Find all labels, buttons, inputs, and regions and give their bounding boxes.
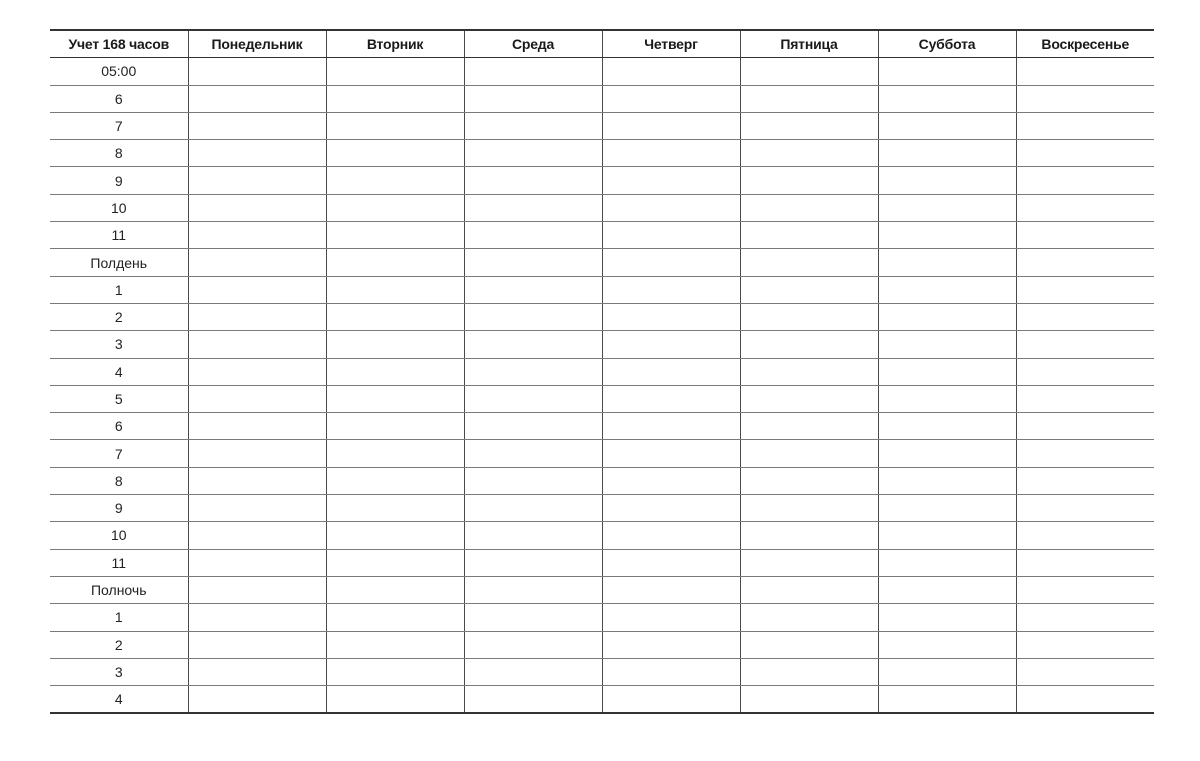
hour-slot-cell[interactable] [878, 467, 1016, 494]
hour-slot-cell[interactable] [326, 358, 464, 385]
hour-slot-cell[interactable] [740, 112, 878, 139]
hour-slot-cell[interactable] [878, 686, 1016, 714]
hour-slot-cell[interactable] [878, 440, 1016, 467]
hour-label: 9 [50, 167, 188, 194]
hour-label: 8 [50, 467, 188, 494]
hour-slot-cell[interactable] [1016, 522, 1154, 549]
hour-slot-cell[interactable] [1016, 385, 1154, 412]
hour-slot-cell[interactable] [602, 112, 740, 139]
hour-label: 4 [50, 358, 188, 385]
hour-slot-cell[interactable] [602, 440, 740, 467]
hour-slot-cell[interactable] [464, 604, 602, 631]
hour-label: 10 [50, 522, 188, 549]
table-row [50, 440, 1154, 467]
hour-label: 5 [50, 385, 188, 412]
hour-label: 6 [50, 413, 188, 440]
hour-slot-cell[interactable] [1016, 194, 1154, 221]
hour-slot-cell[interactable] [1016, 631, 1154, 658]
table-row [50, 85, 1154, 112]
hour-slot-cell[interactable] [464, 440, 602, 467]
hour-slot-cell[interactable] [1016, 358, 1154, 385]
hour-slot-cell[interactable] [602, 276, 740, 303]
hour-slot-cell[interactable] [326, 576, 464, 603]
hour-slot-cell[interactable] [740, 440, 878, 467]
hour-label: 11 [50, 549, 188, 576]
table-row [50, 467, 1154, 494]
hour-slot-cell[interactable] [326, 167, 464, 194]
table-row [50, 140, 1154, 167]
hour-slot-cell[interactable] [188, 140, 326, 167]
time-tracking-sheet [50, 29, 1154, 714]
hour-slot-cell[interactable] [1016, 686, 1154, 714]
hour-slot-cell[interactable] [464, 686, 602, 714]
hour-label: 3 [50, 331, 188, 358]
table-row [50, 686, 1154, 714]
corner-header: Учет 168 часов [50, 30, 188, 58]
table-row [50, 112, 1154, 139]
table-row [50, 167, 1154, 194]
hour-slot-cell[interactable] [602, 331, 740, 358]
hour-slot-cell[interactable] [1016, 549, 1154, 576]
hour-slot-cell[interactable] [188, 658, 326, 685]
hour-slot-cell[interactable] [188, 167, 326, 194]
hour-slot-cell[interactable] [188, 467, 326, 494]
hour-slot-cell[interactable] [464, 276, 602, 303]
table-header [50, 30, 1154, 58]
hour-slot-cell[interactable] [602, 194, 740, 221]
hour-slot-cell[interactable] [1016, 303, 1154, 330]
hour-slot-cell[interactable] [740, 631, 878, 658]
hour-slot-cell[interactable] [464, 303, 602, 330]
hour-slot-cell[interactable] [878, 385, 1016, 412]
hour-label: Полночь [50, 576, 188, 603]
table-row [50, 276, 1154, 303]
hour-slot-cell[interactable] [602, 604, 740, 631]
hour-slot-cell[interactable] [602, 85, 740, 112]
hour-slot-cell[interactable] [740, 167, 878, 194]
hour-slot-cell[interactable] [602, 549, 740, 576]
hour-label: 2 [50, 303, 188, 330]
hour-slot-cell[interactable] [878, 140, 1016, 167]
hour-slot-cell[interactable] [602, 495, 740, 522]
hour-slot-cell[interactable] [602, 222, 740, 249]
hour-slot-cell[interactable] [326, 222, 464, 249]
hour-slot-cell[interactable] [188, 631, 326, 658]
table-row [50, 249, 1154, 276]
hour-slot-cell[interactable] [878, 222, 1016, 249]
hour-slot-cell[interactable] [464, 167, 602, 194]
hour-slot-cell[interactable] [1016, 167, 1154, 194]
hour-slot-cell[interactable] [188, 58, 326, 85]
hour-slot-cell[interactable] [1016, 58, 1154, 85]
hour-slot-cell[interactable] [326, 140, 464, 167]
hour-slot-cell[interactable] [188, 249, 326, 276]
table-row [50, 522, 1154, 549]
hour-slot-cell[interactable] [878, 631, 1016, 658]
hour-slot-cell[interactable] [740, 686, 878, 714]
hour-slot-cell[interactable] [464, 385, 602, 412]
hour-label: 9 [50, 495, 188, 522]
table-row [50, 58, 1154, 85]
day-header: Четверг [602, 30, 740, 58]
hour-slot-cell[interactable] [188, 85, 326, 112]
hour-slot-cell[interactable] [740, 276, 878, 303]
hour-slot-cell[interactable] [602, 358, 740, 385]
hour-slot-cell[interactable] [740, 658, 878, 685]
hour-label: 2 [50, 631, 188, 658]
hour-slot-cell[interactable] [1016, 249, 1154, 276]
hour-slot-cell[interactable] [602, 467, 740, 494]
table-row [50, 194, 1154, 221]
hour-slot-cell[interactable] [878, 303, 1016, 330]
hour-slot-cell[interactable] [188, 549, 326, 576]
hour-slot-cell[interactable] [740, 358, 878, 385]
hour-label: 10 [50, 194, 188, 221]
hour-slot-cell[interactable] [464, 631, 602, 658]
hour-slot-cell[interactable] [1016, 331, 1154, 358]
hour-slot-cell[interactable] [326, 631, 464, 658]
hour-slot-cell[interactable] [602, 58, 740, 85]
hour-slot-cell[interactable] [326, 303, 464, 330]
hour-slot-cell[interactable] [188, 358, 326, 385]
hour-slot-cell[interactable] [740, 140, 878, 167]
hour-slot-cell[interactable] [740, 495, 878, 522]
hour-label: 3 [50, 658, 188, 685]
hour-slot-cell[interactable] [878, 194, 1016, 221]
hour-slot-cell[interactable] [602, 522, 740, 549]
hour-slot-cell[interactable] [464, 413, 602, 440]
hour-slot-cell[interactable] [740, 85, 878, 112]
table-row [50, 358, 1154, 385]
hour-slot-cell[interactable] [464, 140, 602, 167]
hour-slot-cell[interactable] [464, 658, 602, 685]
hour-slot-cell[interactable] [326, 194, 464, 221]
hour-slot-cell[interactable] [188, 303, 326, 330]
hour-slot-cell[interactable] [188, 604, 326, 631]
hour-slot-cell[interactable] [878, 358, 1016, 385]
hour-slot-cell[interactable] [740, 385, 878, 412]
hour-slot-cell[interactable] [740, 194, 878, 221]
hour-slot-cell[interactable] [326, 385, 464, 412]
hour-slot-cell[interactable] [188, 522, 326, 549]
hour-slot-cell[interactable] [602, 658, 740, 685]
hour-label: 1 [50, 604, 188, 631]
hour-slot-cell[interactable] [188, 385, 326, 412]
table-row [50, 549, 1154, 576]
hour-slot-cell[interactable] [878, 249, 1016, 276]
hour-slot-cell[interactable] [740, 549, 878, 576]
table-row [50, 658, 1154, 685]
table-body [50, 58, 1154, 714]
hour-label: 7 [50, 440, 188, 467]
hour-slot-cell[interactable] [602, 576, 740, 603]
hour-slot-cell[interactable] [188, 413, 326, 440]
table-row [50, 413, 1154, 440]
hour-slot-cell[interactable] [1016, 576, 1154, 603]
hour-slot-cell[interactable] [878, 276, 1016, 303]
hour-slot-cell[interactable] [464, 549, 602, 576]
hour-label: Полдень [50, 249, 188, 276]
hour-slot-cell[interactable] [878, 58, 1016, 85]
table-row [50, 631, 1154, 658]
hour-slot-cell[interactable] [326, 658, 464, 685]
hour-slot-cell[interactable] [740, 58, 878, 85]
hour-slot-cell[interactable] [464, 576, 602, 603]
hour-slot-cell[interactable] [326, 495, 464, 522]
hour-slot-cell[interactable] [1016, 604, 1154, 631]
hour-slot-cell[interactable] [326, 686, 464, 714]
hour-slot-cell[interactable] [326, 413, 464, 440]
hour-slot-cell[interactable] [602, 249, 740, 276]
hour-label: 1 [50, 276, 188, 303]
hour-slot-cell[interactable] [188, 222, 326, 249]
hour-slot-cell[interactable] [740, 413, 878, 440]
hour-slot-cell[interactable] [1016, 85, 1154, 112]
hour-slot-cell[interactable] [188, 112, 326, 139]
hour-slot-cell[interactable] [326, 604, 464, 631]
hour-slot-cell[interactable] [464, 522, 602, 549]
hour-slot-cell[interactable] [1016, 222, 1154, 249]
hour-slot-cell[interactable] [878, 112, 1016, 139]
hour-slot-cell[interactable] [326, 58, 464, 85]
hour-slot-cell[interactable] [878, 604, 1016, 631]
hour-slot-cell[interactable] [1016, 440, 1154, 467]
hour-slot-cell[interactable] [326, 549, 464, 576]
day-header: Воскресенье [1016, 30, 1154, 58]
hour-slot-cell[interactable] [188, 331, 326, 358]
table-row [50, 331, 1154, 358]
hour-slot-cell[interactable] [464, 58, 602, 85]
hour-label: 11 [50, 222, 188, 249]
day-header: Пятница [740, 30, 878, 58]
table-row [50, 604, 1154, 631]
hour-slot-cell[interactable] [740, 303, 878, 330]
hour-slot-cell[interactable] [1016, 140, 1154, 167]
hour-slot-cell[interactable] [878, 658, 1016, 685]
hour-slot-cell[interactable] [464, 194, 602, 221]
header-row [50, 30, 1154, 58]
hour-slot-cell[interactable] [878, 549, 1016, 576]
hour-slot-cell[interactable] [740, 249, 878, 276]
hour-slot-cell[interactable] [740, 331, 878, 358]
hour-slot-cell[interactable] [740, 522, 878, 549]
hour-slot-cell[interactable] [326, 112, 464, 139]
hour-slot-cell[interactable] [464, 249, 602, 276]
hour-slot-cell[interactable] [740, 467, 878, 494]
hour-label: 8 [50, 140, 188, 167]
hour-slot-cell[interactable] [602, 686, 740, 714]
hour-slot-cell[interactable] [878, 85, 1016, 112]
hour-slot-cell[interactable] [602, 167, 740, 194]
hour-label: 7 [50, 112, 188, 139]
hour-slot-cell[interactable] [464, 112, 602, 139]
hour-slot-cell[interactable] [326, 467, 464, 494]
table-row [50, 576, 1154, 603]
hour-slot-cell[interactable] [188, 686, 326, 714]
hour-slot-cell[interactable] [464, 331, 602, 358]
table-row [50, 495, 1154, 522]
hour-slot-cell[interactable] [464, 85, 602, 112]
table-row [50, 222, 1154, 249]
day-header: Понедельник [188, 30, 326, 58]
hour-slot-cell[interactable] [188, 194, 326, 221]
day-header: Суббота [878, 30, 1016, 58]
hour-label: 4 [50, 686, 188, 714]
table-row [50, 385, 1154, 412]
hour-slot-cell[interactable] [188, 276, 326, 303]
hour-slot-cell[interactable] [602, 631, 740, 658]
hour-slot-cell[interactable] [878, 413, 1016, 440]
hour-slot-cell[interactable] [878, 495, 1016, 522]
hour-slot-cell[interactable] [602, 385, 740, 412]
hour-slot-cell[interactable] [602, 413, 740, 440]
hour-slot-cell[interactable] [326, 85, 464, 112]
hour-slot-cell[interactable] [1016, 495, 1154, 522]
day-header: Вторник [326, 30, 464, 58]
hour-slot-cell[interactable] [878, 576, 1016, 603]
hour-slot-cell[interactable] [326, 276, 464, 303]
hour-slot-cell[interactable] [326, 249, 464, 276]
hour-slot-cell[interactable] [326, 331, 464, 358]
hour-label: 05:00 [50, 58, 188, 85]
hour-slot-cell[interactable] [1016, 112, 1154, 139]
hour-slot-cell[interactable] [464, 358, 602, 385]
hour-slot-cell[interactable] [188, 576, 326, 603]
table-row [50, 303, 1154, 330]
hour-label: 6 [50, 85, 188, 112]
weekly-hours-table [50, 29, 1154, 714]
hour-slot-cell[interactable] [740, 576, 878, 603]
hour-slot-cell[interactable] [878, 331, 1016, 358]
hour-slot-cell[interactable] [602, 140, 740, 167]
hour-slot-cell[interactable] [1016, 413, 1154, 440]
day-header: Среда [464, 30, 602, 58]
hour-slot-cell[interactable] [464, 222, 602, 249]
hour-slot-cell[interactable] [326, 440, 464, 467]
hour-slot-cell[interactable] [1016, 658, 1154, 685]
hour-slot-cell[interactable] [464, 495, 602, 522]
hour-slot-cell[interactable] [740, 222, 878, 249]
hour-slot-cell[interactable] [602, 303, 740, 330]
hour-slot-cell[interactable] [878, 522, 1016, 549]
hour-slot-cell[interactable] [740, 604, 878, 631]
hour-slot-cell[interactable] [1016, 467, 1154, 494]
hour-slot-cell[interactable] [188, 440, 326, 467]
hour-slot-cell[interactable] [878, 167, 1016, 194]
hour-slot-cell[interactable] [326, 522, 464, 549]
hour-slot-cell[interactable] [1016, 276, 1154, 303]
hour-slot-cell[interactable] [464, 467, 602, 494]
hour-slot-cell[interactable] [188, 495, 326, 522]
